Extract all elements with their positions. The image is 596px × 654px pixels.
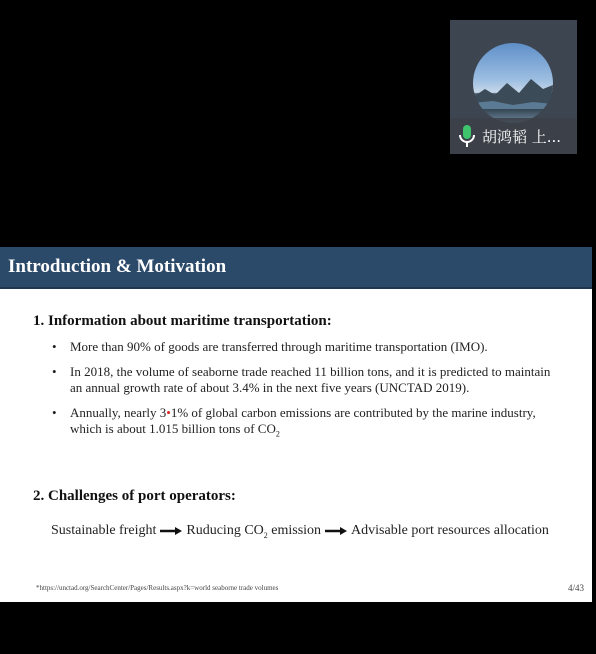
subscript: 2 bbox=[263, 530, 268, 540]
bullet-item bbox=[52, 405, 552, 443]
slide-header bbox=[0, 247, 592, 289]
bullet-text-part: 1% of global carbon emissions are contributed by the marine industry, which is about 1.015 billion tons of CO bbox=[70, 405, 536, 436]
participant-video-tile[interactable] bbox=[450, 20, 577, 154]
flow-step-2-text: emission bbox=[267, 523, 322, 538]
slide-footnote: *https://unctad.org/SearchCenter/Pages/Results.aspx?k=world seaborne trade volumes bbox=[36, 584, 279, 592]
flow-step-3: Advisable port resources allocation bbox=[351, 523, 549, 539]
slide-title: Introduction & Motivation bbox=[8, 256, 227, 277]
bullet-list bbox=[52, 339, 552, 452]
shared-slide bbox=[0, 247, 592, 602]
subscript: 2 bbox=[275, 429, 280, 439]
bullet-item: • More than 90% of goods are transferred through maritime transportation (IMO). bbox=[52, 339, 552, 355]
participant-name: 胡鸿韬 上... bbox=[482, 127, 562, 146]
flow-step-1: Sustainable freight bbox=[51, 523, 157, 539]
arrow-right-icon bbox=[160, 527, 182, 535]
flow-step-2 bbox=[186, 523, 321, 540]
section-heading-2: 2. Challenges of port operators: bbox=[33, 488, 236, 504]
bullet-item: • In 2018, the volume of seaborne trade reached 11 billion tons, and it is predicted to maintain an annual growth rate of about 3.4% in the next five years (UNCTAD 2019). bbox=[52, 364, 552, 396]
arrow-right-icon bbox=[325, 527, 347, 535]
section-heading-1: 1. Information about maritime transportation: bbox=[33, 313, 332, 329]
slide-page-number: 4/43 bbox=[567, 583, 584, 593]
bullet-text-part: Annually, nearly 3 bbox=[70, 405, 167, 420]
laser-pointer-dot: • bbox=[166, 405, 171, 420]
participant-name-bar bbox=[450, 118, 577, 154]
microphone-icon[interactable] bbox=[458, 124, 476, 148]
participant-avatar bbox=[473, 43, 553, 123]
flow-step-2-text: Ruducing CO bbox=[186, 523, 264, 538]
landscape-avatar-icon bbox=[473, 75, 553, 109]
challenge-flow bbox=[51, 523, 549, 540]
